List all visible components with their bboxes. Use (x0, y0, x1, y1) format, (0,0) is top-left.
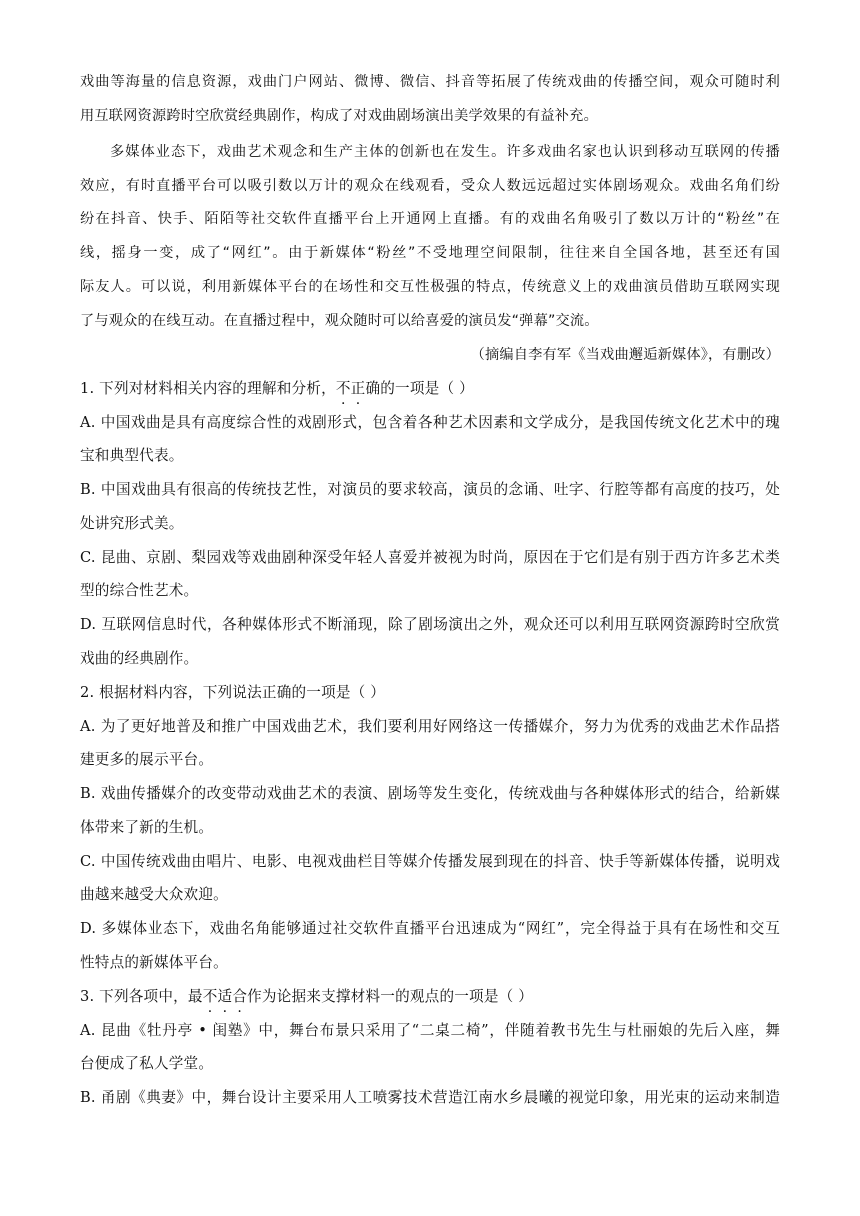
q1-option-b-cont: 处讲究形式美。 (80, 515, 184, 532)
emphasis-mark: 适 (217, 988, 233, 1005)
q3-option-b: B. 甬剧《典妻》中，舞台设计主要采用人工喷雾技术营造江南水乡晨曦的视觉印象，用光束的运动来制造 (80, 1089, 780, 1106)
passage-line: 纷在抖音、快手、陌陌等社交软件直播平台上开通网上直播。有的戏曲名角吸引了数以万计的“粉丝”在 (80, 211, 780, 227)
passage-line: 了与观众的在线互动。在直播过程中，观众随时可以给喜爱的演员发“弹幕”交流。 (80, 313, 599, 329)
passage-line: 戏曲等海量的信息资源，戏曲门户网站、微博、微信、抖音等拓展了传统戏曲的传播空间，观众可随时利 (80, 74, 780, 90)
passage-line: 多媒体业态下，戏曲艺术观念和生产主体的创新也在发生。许多戏曲名家也认识到移动互联网的传播 (110, 144, 780, 160)
question-3-stem: 3. 下列各项中，最不适合作为论据来支撑材料一的观点的一项是（ ） (80, 988, 534, 1005)
question-1-stem: 1. 下列对材料相关内容的理解和分析，不正确的一项是（ ） (80, 380, 474, 397)
q1-option-b: B. 中国戏曲具有很高的传统技艺性，对演员的要求较高，演员的念诵、吐字、行腔等都有高度的技巧，处 (80, 481, 780, 498)
q2-option-c: C. 中国传统戏曲由唱片、电影、电视戏曲栏目等媒介传播发展到现在的抖音、快手等新媒体传播，说明戏 (80, 853, 780, 870)
q1-option-a: A. 中国戏曲是具有高度综合性的戏剧形式，包含着各种艺术因素和文学成分，是我国传统文化艺术中的瑰 (80, 414, 780, 431)
emphasis-mark: 合 (232, 988, 248, 1005)
q3-option-a: A. 昆曲《牡丹亭 • 闺塾》中，舞台布景只采用了“二桌二椅”，伴随着教书先生与杜丽娘的先后入座，舞 (80, 1022, 780, 1039)
q2-option-a: A. 为了更好地普及和推广中国戏曲艺术，我们要利用好网络这一传播媒介，努力为优秀的戏曲艺术作品搭 (80, 718, 780, 735)
q2-option-b-cont: 体带来了新的生机。 (80, 819, 214, 836)
emphasis-mark: 不 (335, 380, 351, 397)
q3-option-a-cont: 台便成了私人学堂。 (80, 1055, 214, 1072)
passage-source: （摘编自李有军《当戏曲邂逅新媒体》，有删改） (470, 347, 780, 363)
passage-line: 效应，有时直播平台可以吸引数以万计的观众在线观看，受众人数远远超过实体剧场观众。戏曲名角们纷 (80, 178, 780, 194)
emphasis-mark: 不 (202, 988, 218, 1005)
q2-option-b: B. 戏曲传播媒介的改变带动戏曲艺术的表演、剧场等发生变化，传统戏曲与各种媒体形式的结合，给新媒 (80, 785, 780, 802)
passage-line: 线，摇身一变，成了“网红”。由于新媒体“粉丝”不受地理空间限制，往往来自全国各地，甚至还有国 (80, 245, 780, 261)
passage-line: 际友人。可以说，利用新媒体平台的在场性和交互性极强的特点，传统意义上的戏曲演员借助互联网实现 (80, 279, 780, 295)
q1-option-a-cont: 宝和典型代表。 (80, 447, 184, 464)
question-2-stem: 2. 根据材料内容，下列说法正确的一项是（ ） (80, 684, 386, 701)
q1-option-d-cont: 戏曲的经典剧作。 (80, 650, 199, 667)
q2-option-a-cont: 建更多的展示平台。 (80, 751, 214, 768)
passage-line: 用互联网资源跨时空欣赏经典剧作，构成了对戏曲剧场演出美学效果的有益补充。 (80, 108, 598, 124)
q1-option-c: C. 昆曲、京剧、梨园戏等戏曲剧种深受年轻人喜爱并被视为时尚，原因在于它们是有别于西方许多艺术类 (80, 549, 780, 566)
q1-option-d: D. 互联网信息时代，各种媒体形式不断涌现，除了剧场演出之外，观众还可以利用互联网资源跨时空欣赏 (80, 616, 780, 633)
q2-option-d: D. 多媒体业态下，戏曲名角能够通过社交软件直播平台迅速成为“网红”，完全得益于具有在场性和交互 (80, 920, 780, 937)
q1-option-c-cont: 型的综合性艺术。 (80, 582, 199, 599)
q2-option-d-cont: 性特点的新媒体平台。 (80, 954, 228, 971)
q2-option-c-cont: 曲越来越受大众欢迎。 (80, 886, 228, 903)
emphasis-mark: 正 (350, 380, 366, 397)
